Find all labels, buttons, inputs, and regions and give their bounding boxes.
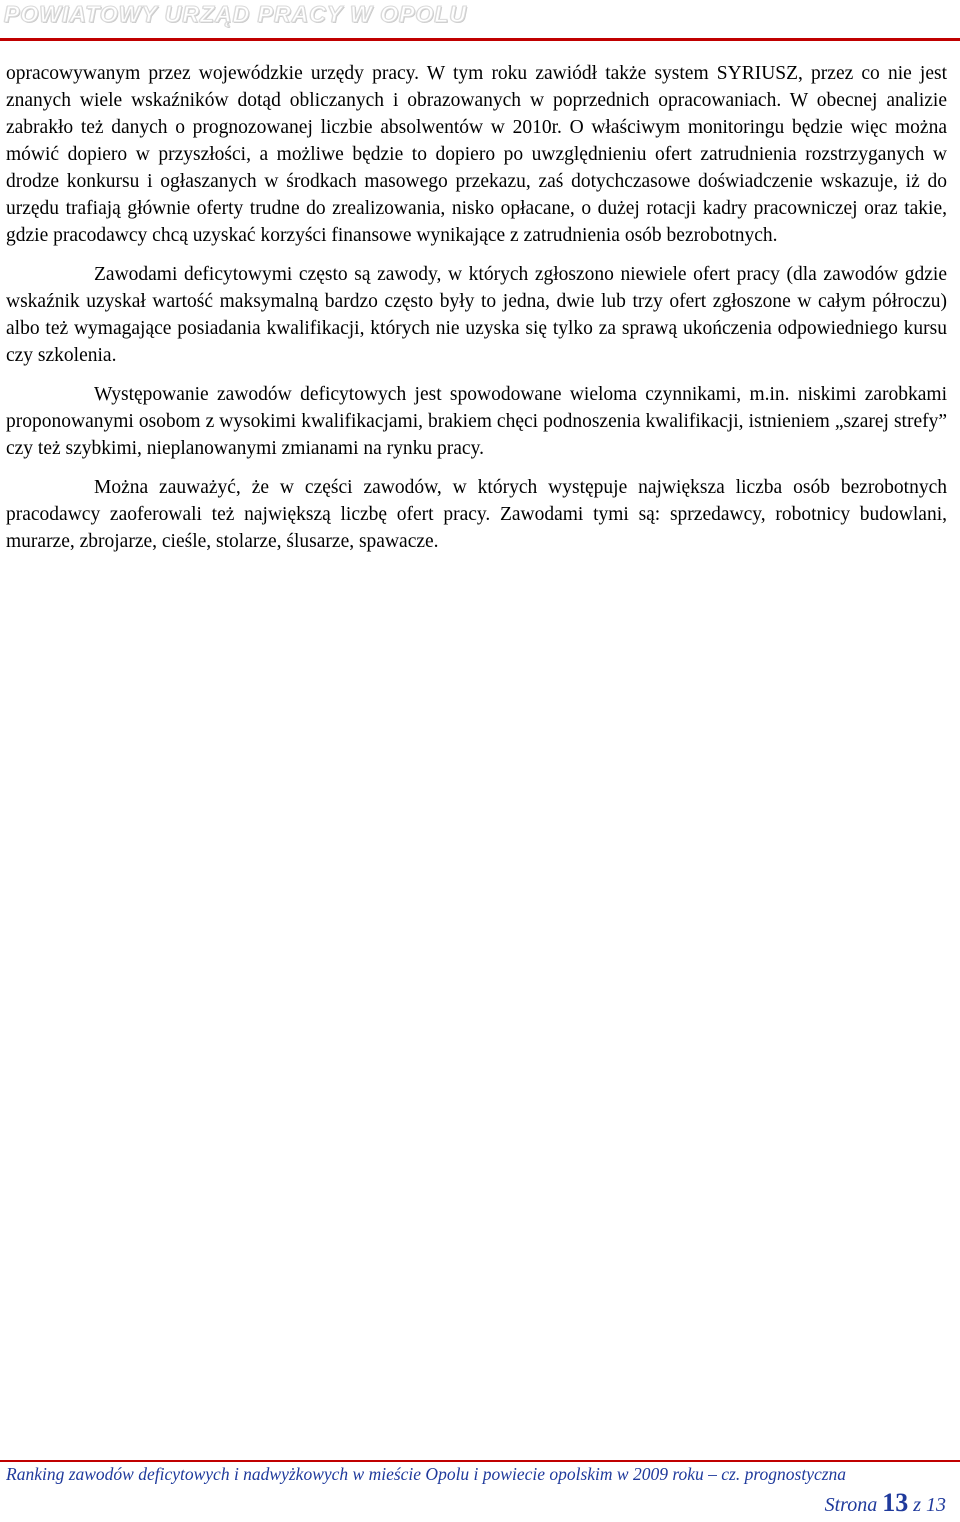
header-title: POWIATOWY URZĄD PRACY W OPOLU: [4, 1, 468, 27]
paragraph-2: Zawodami deficytowymi często są zawody, w których zgłoszono niewiele ofert pracy (dla zawodów gdzie wskaźnik uzyskał wartość maksymalną bardzo często były to jedna, dwie lub trzy ofert zgłoszone w całym półroczu) albo też wymagające posiadania kwalifikacji, których nie uzyska się tylko za sprawą ukończenia odpowiedniego kursu czy szkolenia.: [6, 264, 947, 366]
document-body: [6, 60, 947, 567]
paragraph-4: Można zauważyć, że w części zawodów, w których występuje największa liczba osób bezrobotnych pracodawcy zaoferowali też największą liczbę ofert pracy. Zawodami tymi są: sprzedawcy, robotnicy budowlani, murarze, zbrojarze, cieśle, stolarze, ślusarze, spawacze.: [6, 477, 947, 552]
page-total: 13: [926, 1494, 946, 1516]
page-current: 13: [882, 1488, 909, 1517]
page-number: [825, 1488, 946, 1518]
page-header: [0, 0, 960, 44]
paragraph-3: Występowanie zawodów deficytowych jest spowodowane wieloma czynnikami, m.in. niskimi zarobkami proponowanymi osobom z wysokimi kwalifikacjami, brakiem chęci podnoszenia kwalifikacji, istnieniem „szarej strefy” czy też szybkimi, nieplanowanymi zmianami na rynku pracy.: [6, 384, 947, 459]
page-separator: z: [913, 1494, 921, 1516]
footer-divider: [0, 1460, 960, 1462]
footer-title: Ranking zawodów deficytowych i nadwyżkowych w mieście Opolu i powiecie opolskim w 2009 roku – cz. prognostyczna: [6, 1464, 847, 1484]
paragraph-1: opracowywanym przez wojewódzkie urzędy pracy. W tym roku zawiódł także system SYRIUSZ, przez co nie jest znanych wiele wskaźników dotąd obliczanych i obrazowanych w poprzednich opracowaniach. W obecnej analizie zabrakło też danych o prognozowanej liczbie absolwentów w 2010r. O właściwym monitoringu będzie więc można mówić dopiero w przyszłości, a możliwe będzie to dopiero po uwzględnieniu ofert zatrudnienia rozstrzyganych w drodze konkursu i ogłaszanych w środkach masowego przekazu, zaś dotychczasowe doświadczenie wskazuje, iż do urzędu trafiają głównie oferty trudne do zrealizowania, nisko opłacane, o dużej rotacji kadry pracowniczej oraz takie, gdzie pracodawcy chcą uzyskać korzyści finansowe wynikające z zatrudnienia osób bezrobotnych.: [6, 63, 947, 246]
page-prefix: Strona: [824, 1494, 878, 1516]
header-divider: [0, 38, 960, 41]
